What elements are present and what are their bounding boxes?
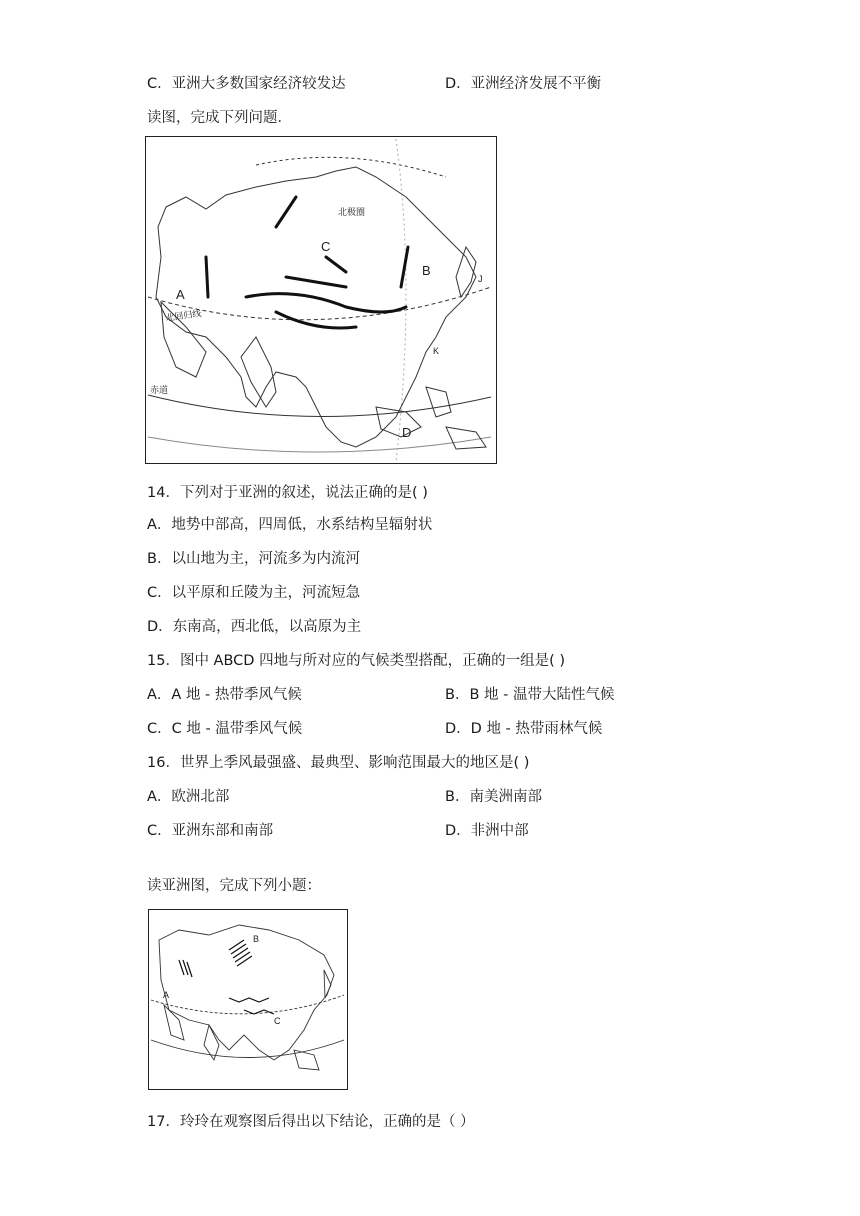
q14-option-c: C．以平原和丘陵为主，河流短急 bbox=[147, 585, 361, 601]
option-c: C．亚洲大多数国家经济较发达 bbox=[147, 76, 346, 92]
q14-option-a: A．地势中部高，四周低，水系结构呈辐射状 bbox=[147, 517, 433, 533]
label-a: A bbox=[176, 287, 185, 302]
label-j: J bbox=[478, 274, 483, 284]
section-intro: 读图，完成下列问题． bbox=[147, 110, 292, 126]
equator-label: 赤道 bbox=[150, 385, 169, 395]
q14-option-b: B．以山地为主，河流多为内流河 bbox=[147, 551, 360, 567]
map2-label-b: B bbox=[253, 934, 260, 944]
q16-stem: 16．世界上季风最强盛、最典型、影响范围最大的地区是( ) bbox=[147, 755, 530, 771]
label-b: B bbox=[422, 263, 431, 278]
label-c: C bbox=[321, 239, 331, 254]
tropic-label: 北回归线 bbox=[164, 308, 202, 323]
q16-option-d: D．非洲中部 bbox=[445, 823, 529, 839]
map2-label-c: C bbox=[274, 1016, 281, 1026]
asia-map-1 bbox=[145, 136, 497, 464]
q15-option-b: B．B 地 - 温带大陆性气候 bbox=[445, 687, 615, 703]
q16-option-a: A．欧洲北部 bbox=[147, 789, 230, 805]
q14-option-d: D．东南高，西北低，以高原为主 bbox=[147, 619, 362, 635]
q15-option-d: D．D 地 - 热带雨林气候 bbox=[445, 721, 603, 737]
q16-option-b: B．南美洲南部 bbox=[445, 789, 542, 805]
q17-stem: 17．玲玲在观察图后得出以下结论，正确的是（ ） bbox=[147, 1114, 475, 1130]
q16-option-c: C．亚洲东部和南部 bbox=[147, 823, 274, 839]
section-intro-2: 读亚洲图，完成下列小题： bbox=[147, 878, 321, 894]
arctic-circle-label: 北极圈 bbox=[338, 207, 366, 217]
label-d: D bbox=[402, 425, 412, 440]
asia-map-2 bbox=[148, 909, 348, 1090]
q15-option-a: A．A 地 - 热带季风气候 bbox=[147, 687, 302, 703]
q15-option-c: C．C 地 - 温带季风气候 bbox=[147, 721, 303, 737]
q14-stem: 14．下列对于亚洲的叙述，说法正确的是( ) bbox=[147, 485, 428, 501]
option-d: D．亚洲经济发展不平衡 bbox=[445, 76, 602, 92]
label-k: K bbox=[433, 346, 440, 356]
map2-label-a: A bbox=[163, 990, 170, 1000]
q15-stem: 15．图中 ABCD 四地与所对应的气候类型搭配，正确的一组是( ) bbox=[147, 653, 565, 669]
